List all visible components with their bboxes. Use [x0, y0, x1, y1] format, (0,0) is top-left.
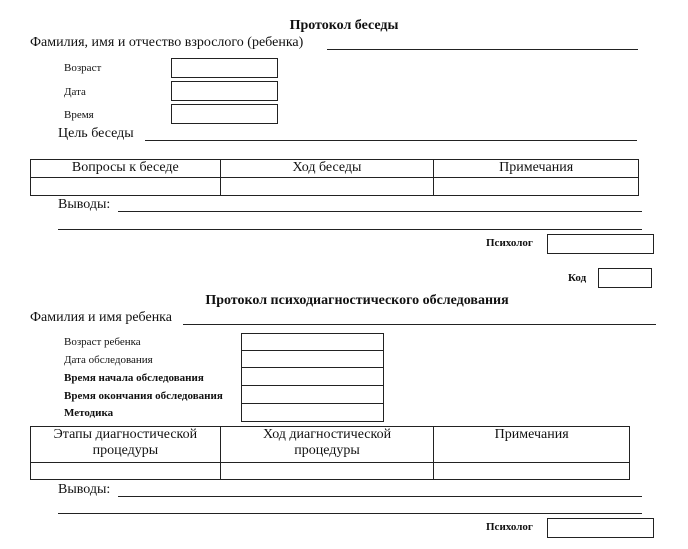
code-label: Код: [568, 272, 587, 284]
table-header-line: процедуры: [92, 443, 159, 458]
table-header: Примечания: [434, 160, 639, 178]
field-label-date: Дата обследования: [64, 354, 153, 366]
table-header: [31, 427, 221, 463]
conclusions-label: Выводы:: [58, 197, 111, 212]
conclusions-label: Выводы:: [58, 482, 111, 497]
start-time-field[interactable]: [241, 367, 384, 386]
table-header: [434, 427, 630, 463]
diagnostic-table: [30, 426, 630, 480]
age-field[interactable]: [171, 58, 278, 78]
time-field[interactable]: [171, 104, 278, 124]
table-header-line: Примечания: [494, 427, 569, 442]
date-label: Дата: [64, 86, 86, 98]
child-name-label: Фамилия и имя ребенка: [30, 310, 172, 325]
conclusions-line[interactable]: [118, 496, 642, 497]
conversation-table: [30, 159, 639, 196]
code-field[interactable]: [598, 268, 652, 288]
psychologist-field[interactable]: [547, 234, 654, 254]
field-label-start-time: Время начала обследования: [64, 372, 204, 384]
conclusions-line-2[interactable]: [58, 229, 642, 230]
exam-date-field[interactable]: [241, 350, 384, 368]
conclusions-line[interactable]: [118, 211, 642, 212]
table-header-line: Этапы диагностической: [53, 427, 198, 442]
table-header: [220, 427, 434, 463]
age-label: Возраст: [64, 62, 102, 74]
child-name-line[interactable]: [183, 324, 656, 325]
conclusions-line-2[interactable]: [58, 513, 642, 514]
fio-label: Фамилия, имя и отчество взрослого (ребенка): [30, 35, 304, 50]
fio-line[interactable]: [327, 49, 638, 50]
psychologist-label: Психолог: [486, 521, 533, 533]
goal-label: Цель беседы: [58, 126, 134, 141]
date-field[interactable]: [171, 81, 278, 101]
table-cell[interactable]: [434, 178, 639, 196]
field-label-end-time: Время окончания обследования: [64, 390, 223, 402]
psychologist-field[interactable]: [547, 518, 654, 538]
age-field[interactable]: [241, 333, 384, 351]
protocol2-title: Протокол психодиагностического обследования: [205, 293, 509, 308]
end-time-field[interactable]: [241, 385, 384, 404]
method-field[interactable]: [241, 403, 384, 422]
table-cell[interactable]: [31, 463, 221, 480]
table-header: Ход беседы: [220, 160, 434, 178]
table-cell[interactable]: [220, 178, 434, 196]
table-cell[interactable]: [220, 463, 434, 480]
table-cell[interactable]: [434, 463, 630, 480]
table-header-line: Ход диагностической: [262, 427, 392, 442]
field-label-age: Возраст ребенка: [64, 336, 141, 348]
time-label: Время: [64, 109, 94, 121]
table-header: Вопросы к беседе: [31, 160, 221, 178]
table-cell[interactable]: [31, 178, 221, 196]
field-label-method: Методика: [64, 407, 114, 419]
protocol1-title: Протокол беседы: [289, 18, 399, 33]
psychologist-label: Психолог: [486, 237, 533, 249]
table-header-line: процедуры: [294, 443, 360, 458]
goal-line[interactable]: [145, 140, 637, 141]
